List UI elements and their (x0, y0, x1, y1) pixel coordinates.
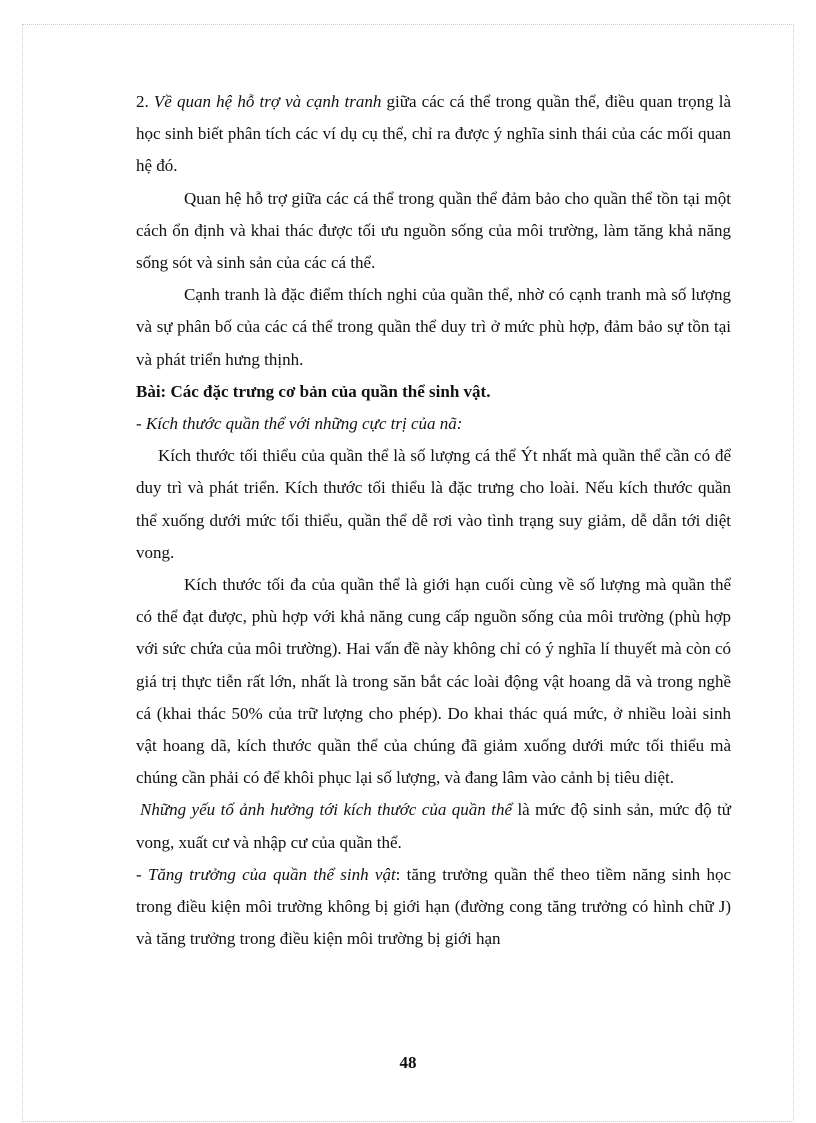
page-number: 48 (399, 1053, 417, 1072)
document-body (136, 86, 731, 955)
paragraph-size-factors (136, 794, 731, 858)
subheading-population-size: - Kích thước quần thể với những cực trị của nã: (136, 414, 463, 434)
paragraph-support: Quan hệ hỗ trợ giữa các cá thể trong quần thể đảm bảo cho quần thể tồn tại một cách ổn định và khai thác được tối ưu nguồn sống của môi trường, làm tăng khả năng sống sót và sinh sản của các cá thể. (136, 188, 731, 273)
section-heading: Bài: Các đặc trưng cơ bản của quần thể sinh vật. (136, 381, 491, 401)
list-number: 2. (136, 92, 154, 111)
paragraph-competition: Cạnh tranh là đặc điểm thích nghi của quần thể, nhờ có cạnh tranh mà số lượng và sự phân bố của các cá thể trong quần thể duy trì ở mức phù hợp, đảm bảo sự tồn tại và phát triển hưng thịnh. (136, 285, 731, 369)
paragraph-maximum-size: Kích thước tối đa của quần thể là giới hạn cuối cùng về số lượng mà quần thể có thể đạt được, phù hợp với khả năng cung cấp nguồn sống của môi trường (phù hợp với sức chứa của môi trường). Hai vấn đề này không chỉ có ý nghĩa lí thuyết mà còn có giá trị thực tiễn rất lớn, nhất là trong săn bắt các loài động vật hoang dã và trong nghề cá (khai thác 50% của trữ lượng cho phép). Do khai thác quá mức, ở nhiều loài sinh vật hoang dã, kích thước quần thể của chúng đã giảm xuống dưới mức tối thiểu mà chúng cần phải có để khôi phục lại số lượng, và đang lâm vào cảnh bị tiêu diệt. (136, 575, 731, 788)
paragraph-text: là mức độ sinh sản, mức độ tử vong, xuất cư và nhập cư của quần thể. (136, 800, 732, 852)
italic-topic: Về quan hệ hỗ trợ và cạnh tranh (153, 92, 382, 111)
paragraph-minimum-size: Kích thước tối thiểu của quần thể là số lượng cá thể Ýt nhất mà quần thể cần có để duy trì và phát triển. Kích thước tối thiểu là đặc trưng cho loài. Nếu kích thước quần thể xuống dưới mức tối thiểu, quần thể dễ rơi vào tình trạng suy giảm, dễ dẫn tới diệt vong. (136, 446, 731, 562)
paragraph-population-growth (136, 859, 731, 956)
italic-topic: - Tăng trưởng của quần thể sinh vật (136, 864, 396, 884)
paragraph-text: : tăng trưởng quần thể theo tiềm năng sinh học trong điều kiện môi trường không bị giới hạn (đường cong tăng trưởng có hình chữ J) và tăng trưởng trong điều kiện môi trường bị giới hạn (136, 864, 731, 949)
bottom-divider (22, 1121, 794, 1122)
italic-topic: Những yếu tố ảnh hưởng tới kích thước của quần thể (140, 800, 513, 820)
paragraph-support-competition (136, 86, 731, 183)
paragraph-text: giữa các cá thể trong quần thể, điều quan trọng là học sinh biết phân tích các ví dụ cụ thể, chỉ ra được ý nghĩa sinh thái của các mối quan hệ đó. (136, 92, 731, 176)
